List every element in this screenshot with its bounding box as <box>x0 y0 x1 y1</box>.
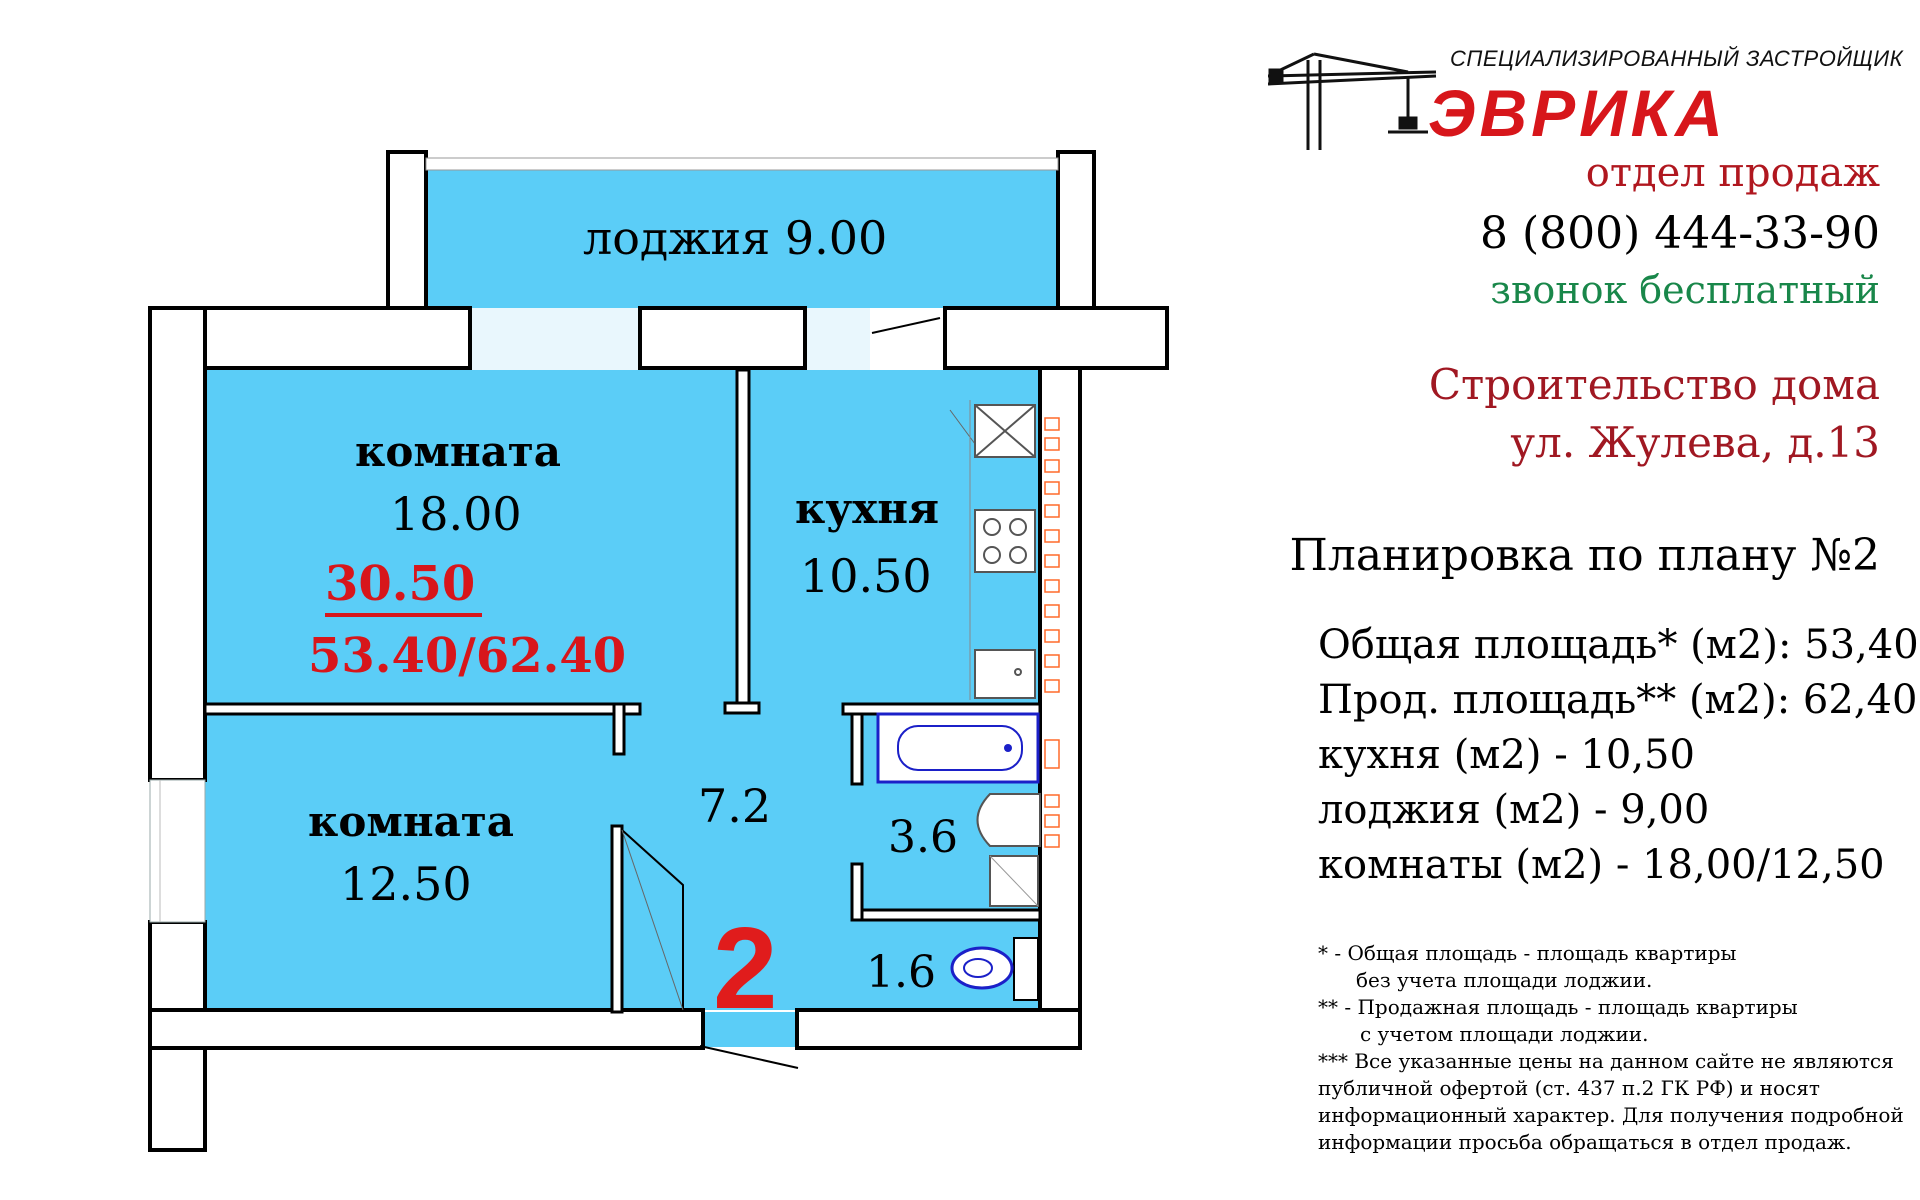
living-area: 30.50 <box>325 556 476 612</box>
note-2a: ** - Продажная площадь - площадь квартиры <box>1318 995 1798 1019</box>
kitchen-label: кухня <box>795 484 940 533</box>
brand-subtitle: СПЕЦИАЛИЗИРОВАННЫЙ ЗАСТРОЙЩИК <box>1450 46 1904 71</box>
spec-loggia: лоджия (м2) - 9,00 <box>1318 787 1710 833</box>
sink-icon <box>975 650 1035 698</box>
specs-list <box>1318 618 1919 893</box>
wall-room-kitchen <box>737 370 749 705</box>
free-call-note: звонок бесплатный <box>1490 268 1880 312</box>
toilet-icon <box>952 948 1012 988</box>
spec-total-area: Общая площадь* (м2): 53,40 <box>1318 622 1919 668</box>
construction-address: ул. Жулева, д.13 <box>1510 418 1880 467</box>
wall-room2-hall <box>612 826 622 1012</box>
wall-bath-wc <box>862 910 1040 920</box>
wall-bath-left <box>852 714 862 784</box>
hall-area: 7.2 <box>698 779 772 833</box>
stove-icon <box>975 510 1035 572</box>
room1-area: 18.00 <box>390 487 522 541</box>
note-3c: информационный характер. Для получения подробной <box>1318 1103 1904 1127</box>
wall-room-kitchen-end <box>725 703 759 713</box>
wall-right <box>1040 368 1080 1046</box>
room2-label: комната <box>308 797 515 846</box>
washbasin-icon <box>978 794 1041 846</box>
spec-kitchen: кухня (м2) - 10,50 <box>1318 732 1695 778</box>
footnotes <box>1318 940 1904 1156</box>
wall-room1-room2 <box>205 704 640 714</box>
note-1b: без учета площади лоджии. <box>1356 968 1653 992</box>
loggia-glazing <box>426 158 1058 170</box>
kitchen-appliances <box>970 400 1035 700</box>
wall-left-top <box>150 308 205 780</box>
wall-bottom-right <box>797 1010 1080 1048</box>
note-1a: * - Общая площадь - площадь квартиры <box>1318 941 1737 965</box>
loggia-wall-right <box>1058 152 1094 322</box>
wall-door-stub <box>614 704 624 754</box>
spec-rooms: комнаты (м2) - 18,00/12,50 <box>1318 842 1885 888</box>
room1-label: комната <box>355 427 562 476</box>
note-3b: публичной офертой (ст. 437 п.2 ГК РФ) и носят <box>1318 1076 1820 1100</box>
wc-area: 1.6 <box>866 947 936 998</box>
left-window <box>150 780 205 922</box>
note-3d: информации просьба обращаться в отдел продаж. <box>1318 1130 1852 1154</box>
note-3a: *** Все указанные цены на данном сайте не являются <box>1318 1049 1894 1073</box>
spec-sale-area: Прод. площадь** (м2): 62,40 <box>1318 677 1918 723</box>
wall-bottom-left <box>150 1010 703 1048</box>
plan-title: Планировка по плану №2 <box>1289 530 1880 581</box>
total-area: 53.40/62.40 <box>308 628 627 684</box>
wall-top-mid <box>640 308 805 368</box>
construction-title: Строительство дома <box>1428 360 1880 409</box>
phone-number[interactable]: 8 (800) 444-33-90 <box>1480 208 1880 259</box>
crane-logo-icon <box>1268 52 1438 152</box>
sales-department: отдел продаж <box>1585 150 1880 196</box>
apartment-number: 2 <box>713 903 778 1033</box>
note-2b: с учетом площади лоджии. <box>1360 1022 1649 1046</box>
bath-area: 3.6 <box>888 812 958 863</box>
loggia-label: лоджия 9.00 <box>583 211 888 265</box>
wall-top-right <box>945 308 1167 368</box>
brand-logo-text: ЭВРИКА <box>1428 76 1727 150</box>
kitchen-area: 10.50 <box>800 549 932 603</box>
loggia-wall-left <box>388 152 426 322</box>
room2-area: 12.50 <box>340 857 472 911</box>
